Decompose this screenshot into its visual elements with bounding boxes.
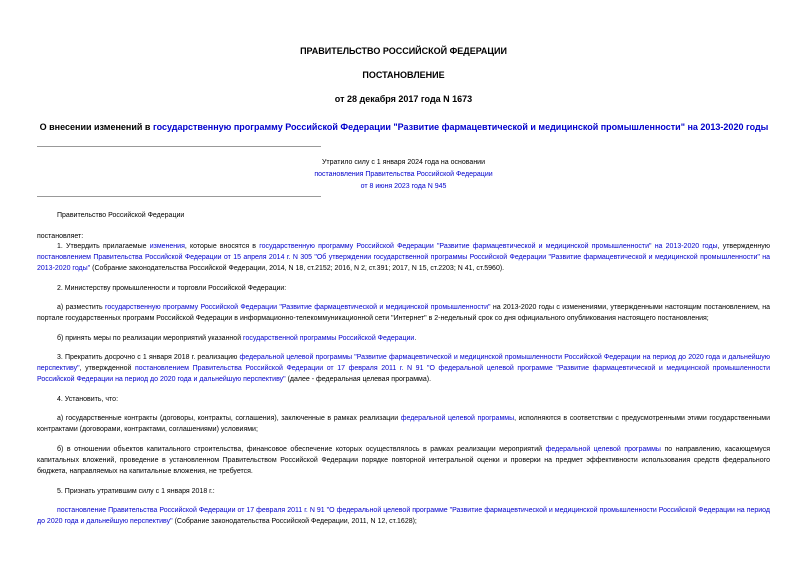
- paragraph-4: 4. Установить, что:: [57, 396, 119, 403]
- p4a-target-program-link[interactable]: федеральной целевой программы: [400, 415, 515, 422]
- paragraph-4a: [37, 413, 770, 435]
- paragraph-1: [37, 241, 770, 274]
- p3-text-a: 3. Прекратить досрочно с 1 января 2018 г. реализацию: [57, 354, 240, 361]
- p3-text-c: (далее - федеральная целевая программа).: [285, 376, 432, 383]
- p3-text-b: , утвержденной: [79, 365, 136, 372]
- expiry-note-line2: [0, 169, 807, 181]
- title-prefix: О внесении изменений в: [39, 122, 153, 132]
- p2b-text-b: .: [414, 335, 417, 342]
- p1-changes-link[interactable]: изменения: [149, 243, 185, 250]
- expiry-note-line1: Утратило силу с 1 января 2024 года на основании: [321, 159, 486, 166]
- government-name: ПРАВИТЕЛЬСТВО РОССИЙСКОЙ ФЕДЕРАЦИИ: [300, 46, 507, 56]
- paragraph-3: [37, 352, 770, 385]
- p5a-text-b: (Собрание законодательства Российской Федерации, 2011, N 12, ст.1628);: [172, 518, 417, 525]
- p4b-text-a: б) в отношении объектов капитального строительства, финансовое обеспечение которых осуществлялось в рамках реализации мероприятий: [57, 446, 546, 453]
- expiry-note-line3: [0, 181, 807, 193]
- p1-text-c: , утвержденную: [717, 243, 770, 250]
- paragraph-5: 5. Признать утратившим силу с 1 января 2018 г.:: [57, 488, 215, 495]
- p1-text-d: (Собрание законодательства Российской Федерации, 2014, N 18, ст.2152; 2016, N 2, ст.391; 2017, N 15, ст.2203; N 41, ст.5960).: [90, 265, 505, 272]
- p1-decree-link[interactable]: постановлением Правительства Российской Федерации от 15 апреля 2014 г. N 305 "Об утверждении государственной программы Российской Федерации "Развитие фармацевтической и медицинской промышленности" на 2013-2020 годы": [37, 254, 770, 272]
- p2a-text-b: на 2013-2020 годы с изменениями, утвержденными настоящим постановлением, на портале государственных программ Российской Федерации в информационно-телекоммуникационной сети "Интернет" в 2-недельный срок со дня официального опубликования настоящего постановления;: [37, 304, 770, 322]
- p4a-text-b: , исполняются в соответствии с предусмотренными этими государственными контрактами (договорами, контрактами, соглашениями) условиями;: [37, 415, 771, 433]
- p3-decree-link[interactable]: постановлением Правительства Российской Федерации от 17 февраля 2011 г. N 91 "О федеральной целевой программе "Развитие фармацевтической и медицинской промышленности Российской Федерации на период до 2020 года и дальнейшую перспективу": [37, 365, 770, 383]
- divider-top: [37, 146, 321, 147]
- expiry-decree-link[interactable]: постановления Правительства Российской Федерации: [314, 171, 493, 178]
- paragraph-2a: [37, 302, 770, 324]
- p1-text-b: , которые вносятся в: [184, 243, 260, 250]
- paragraph-4b: [37, 444, 770, 477]
- p4b-text-b: по направлению, касающемуся капитальных вложений, проведение в установленном Правительством Российской Федерации порядке повторной интегральной оценки и проверки на предмет эффективности использования средств федерального бюджета, направляемых на капитальные вложения, не требуется.: [37, 446, 770, 475]
- paragraph-5a: [37, 505, 770, 527]
- paragraph-decrees: постановляет:: [37, 233, 84, 240]
- paragraph-2: 2. Министерству промышленности и торговли Российской Федерации:: [57, 285, 287, 292]
- paragraph-2b: [37, 333, 770, 344]
- paragraph-government: Правительство Российской Федерации: [57, 212, 185, 219]
- document-title: [30, 122, 778, 132]
- expiry-decree-date-link[interactable]: от 8 июня 2023 года N 945: [360, 183, 447, 190]
- p2a-text-a: а) разместить: [57, 304, 106, 311]
- p4a-text-a: а) государственные контракты (договоры, контракты, соглашения), заключенные в рамках реализации: [57, 415, 401, 422]
- title-program-link[interactable]: государственную программу Российской Федерации "Развитие фармацевтической и медицинской промышленности" на 2013-2020 годы: [152, 122, 769, 132]
- p2a-program-link[interactable]: государственную программу Российской Федерации "Развитие фармацевтической и медицинской промышленности": [105, 304, 491, 311]
- p4b-target-program-link[interactable]: федеральной целевой программы: [545, 446, 661, 453]
- p3-target-program-link[interactable]: федеральной целевой программы "Развитие фармацевтической и медицинской промышленности Российской Федерации на период до 2020 года и дальнейшую перспективу": [37, 354, 770, 372]
- document-date: от 28 декабря 2017 года N 1673: [334, 94, 473, 104]
- document-type: ПОСТАНОВЛЕНИЕ: [362, 70, 445, 80]
- divider-bottom: [37, 196, 321, 197]
- p2b-text-a: б) принять меры по реализации мероприятий указанной: [57, 335, 244, 342]
- p5a-decree-link[interactable]: постановление Правительства Российской Федерации от 17 февраля 2011 г. N 91 "О федеральной целевой программе "Развитие фармацевтической и медицинской промышленности Российской Федерации на период до 2020 года и дальнейшую перспективу": [37, 507, 770, 525]
- p1-text-a: 1. Утвердить прилагаемые: [57, 243, 150, 250]
- p2b-program-link[interactable]: государственной программы Российской Федерации: [243, 335, 415, 342]
- p1-program-link[interactable]: государственную программу Российской Федерации "Развитие фармацевтической и медицинской промышленности" на 2013-2020 годы: [259, 243, 718, 250]
